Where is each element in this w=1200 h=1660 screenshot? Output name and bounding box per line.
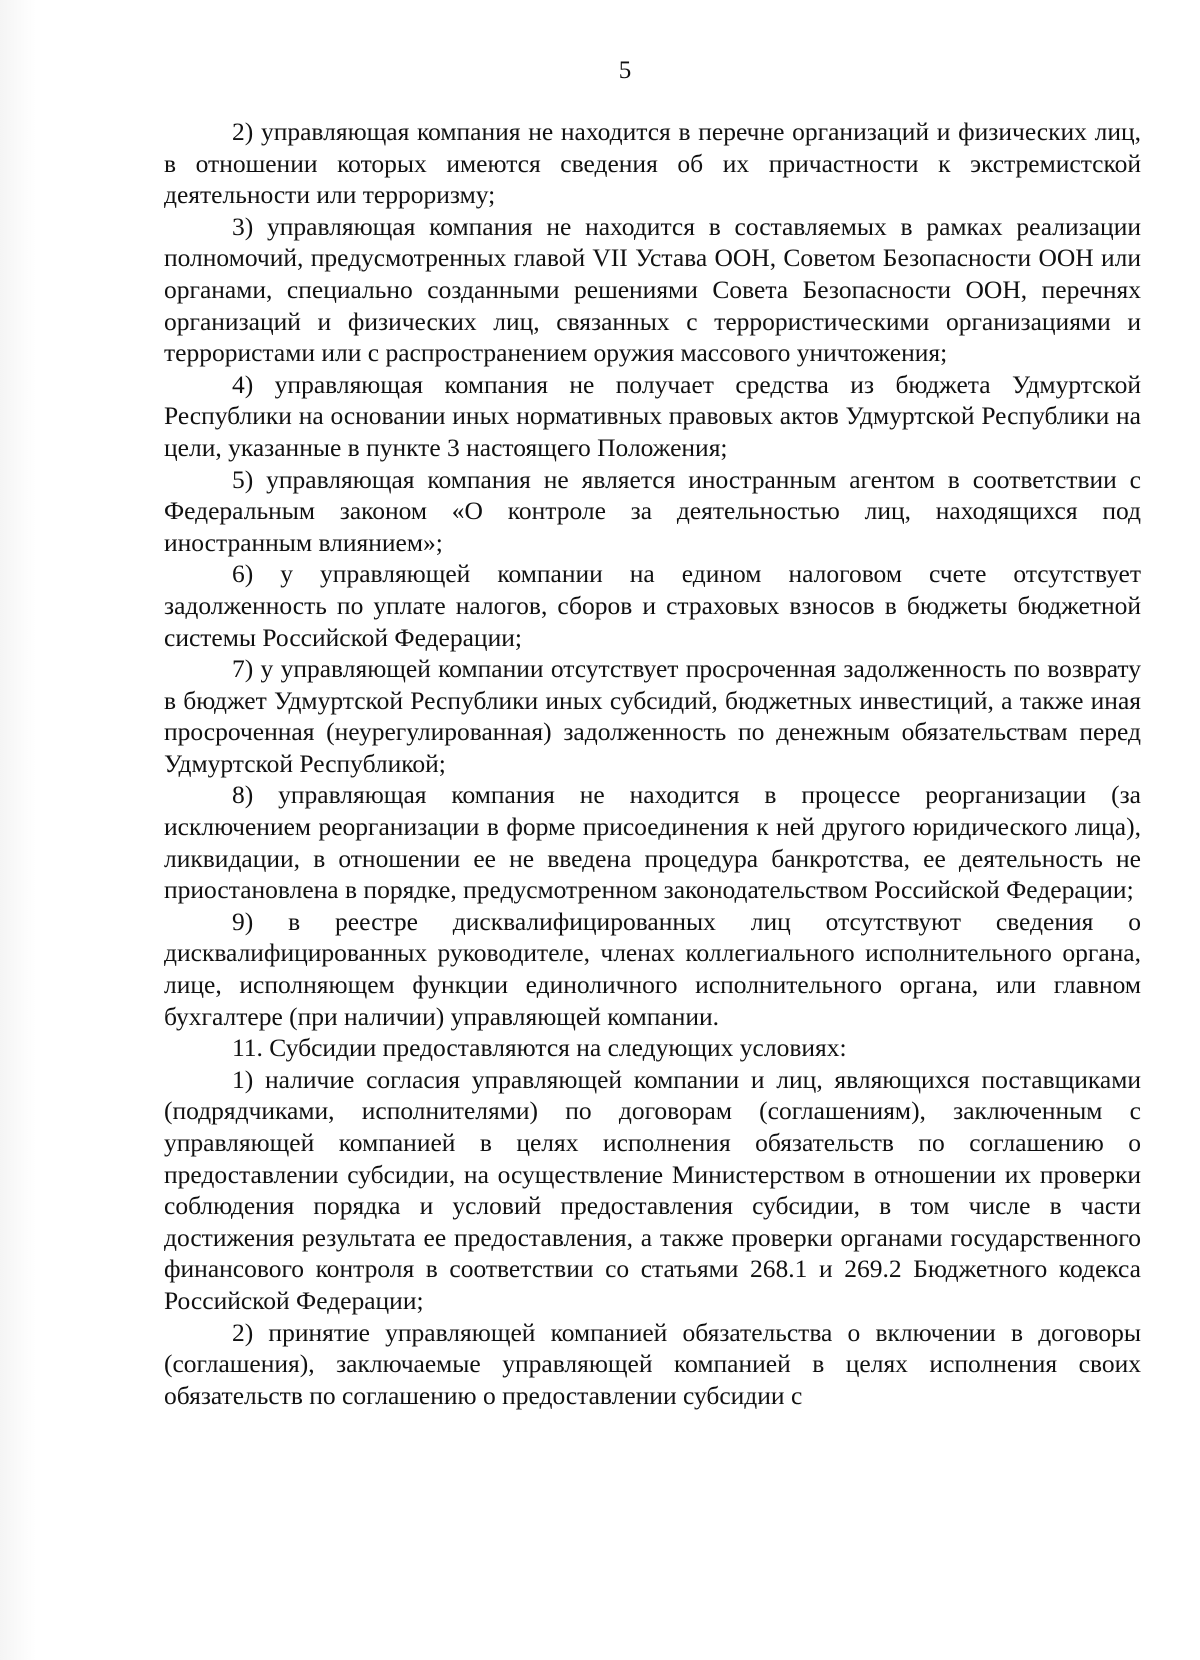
- document-body: [164, 116, 1141, 1411]
- paragraph-item-4: 4) управляющая компания не получает средства из бюджета Удмуртской Республики на основании иных нормативных правовых актов Удмуртской Республики на цели, указанные в пункте 3 настоящего Положения;: [164, 369, 1141, 462]
- section-11-heading: 11. Субсидии предоставляются на следующих условиях:: [232, 1033, 847, 1063]
- scan-edge-shadow: [0, 0, 36, 1660]
- paragraph-item-5: 5) управляющая компания не является иностранным агентом в соответствии с Федеральным законом «О контроле за деятельностью лиц, находящихся под иностранным влиянием»;: [164, 464, 1141, 557]
- paragraph-item-9: 9) в реестре дисквалифицированных лиц отсутствуют сведения о дисквалифицированных руководителе, членах коллегиального исполнительного органа, лице, исполняющем функции единоличного исполнительного органа, или главном бухгалтере (при наличии) управляющей компании.: [164, 906, 1141, 1031]
- paragraph-item-2: 2) управляющая компания не находится в перечне организаций и физических лиц, в отношении которых имеются сведения об их причастности к экстремистской деятельности или терроризму;: [164, 117, 1141, 210]
- paragraph-item-7: 7) у управляющей компании отсутствует просроченная задолженность по возврату в бюджет Удмуртской Республики иных субсидий, бюджетных инвестиций, а также иная просроченная (неурегулированная) задолженность по денежным обязательствам перед Удмуртской Республикой;: [164, 654, 1141, 778]
- page-number: 5: [618, 57, 632, 84]
- paragraph-item-8: 8) управляющая компания не находится в процессе реорганизации (за исключением реорганизации в форме присоединения к ней другого юридического лица), ликвидации, в отношении ее не введена процедура банкротства, ее деятельность не приостановлена в порядке, предусмотренном законодательством Российской Федерации;: [164, 780, 1141, 905]
- paragraph-item-6: 6) у управляющей компании на едином налоговом счете отсутствует задолженность по уплате налогов, сборов и страховых взносов в бюджеты бюджетной системы Российской Федерации;: [164, 559, 1141, 652]
- paragraph-item-3: 3) управляющая компания не находится в составляемых в рамках реализации полномочий, предусмотренных главой VII Устава ООН, Советом Безопасности ООН или органами, специально созданными решениями Совета Безопасности ООН, перечнях организаций и физических лиц, связанных с террористическими организациями и террористами или с распространением оружия массового уничтожения;: [164, 211, 1141, 368]
- condition-item-1: 1) наличие согласия управляющей компании и лиц, являющихся поставщиками (подрядчиками, исполнителями) по договорам (соглашениям), заключенным с управляющей компанией в целях исполнения обязательств по соглашению о предоставлении субсидии, на осуществление Министерством в отношении их проверки соблюдения порядка и условий предоставления субсидии, в том числе в части достижения результата ее предоставления, а также проверки органами государственного финансового контроля в соответствии со статьями 268.1 и 269.2 Бюджетного кодекса Российской Федерации;: [164, 1064, 1141, 1315]
- condition-item-2: 2) принятие управляющей компанией обязательства о включении в договоры (соглашения), заключаемые управляющей компанией в целях исполнения своих обязательств по соглашению о предоставлении субсидии с: [164, 1317, 1141, 1410]
